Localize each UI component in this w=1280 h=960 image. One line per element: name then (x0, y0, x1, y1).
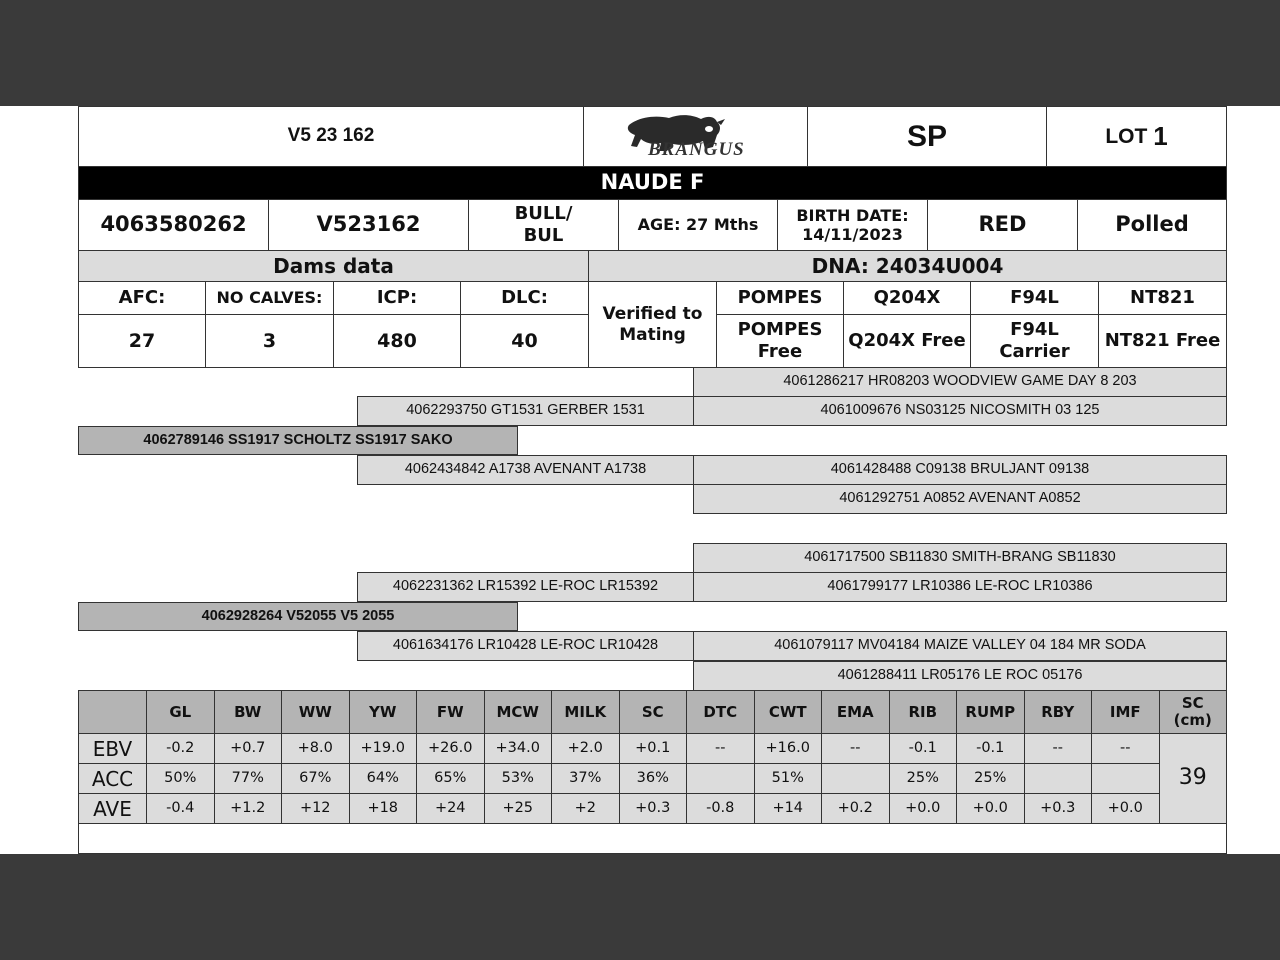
breeder-name: NAUDE F (78, 166, 1227, 200)
registration-no: 4063580262 (78, 199, 269, 251)
ebv-column-header: RBY (1024, 690, 1093, 734)
ebv-cell: +0.0 (1091, 793, 1160, 824)
pedigree-sire-dam: 4062434842 A1738 AVENANT A1738 (357, 455, 694, 485)
verified-to-mating: Verified to Mating (588, 281, 717, 368)
ebv-row-label: ACC (78, 763, 147, 794)
pedigree-ssd: 4061009676 NS03125 NICOSMITH 03 125 (693, 396, 1227, 426)
ebv-cell: -0.1 (889, 733, 958, 764)
pedigree-dsd: 4061799177 LR10386 LE-ROC LR10386 (693, 572, 1227, 602)
sc-cm-value: 39 (1159, 733, 1228, 824)
ebv-column-header: MCW (484, 690, 553, 734)
ebv-cell: -0.4 (146, 793, 215, 824)
lot-label: LOT (1105, 124, 1148, 148)
dna-title: DNA: 24034U004 (588, 250, 1227, 282)
ebv-cell: +12 (281, 793, 350, 824)
ebv-column-header: WW (281, 690, 350, 734)
ebv-column-header: SC (619, 690, 688, 734)
ebv-cell: +19.0 (349, 733, 418, 764)
pompes-value: POMPES Free (716, 314, 844, 368)
ebv-cell: +2.0 (551, 733, 620, 764)
icp-value: 480 (333, 314, 461, 368)
ebv-cell: 51% (754, 763, 823, 794)
nt821-value: NT821 Free (1098, 314, 1227, 368)
ebv-cell: +0.3 (619, 793, 688, 824)
ebv-cell (1091, 763, 1160, 794)
ebv-cell: +34.0 (484, 733, 553, 764)
footer-row (78, 823, 1227, 854)
ebv-cell: -0.1 (956, 733, 1025, 764)
ebv-header-corner (78, 690, 147, 734)
ebv-cell: -- (821, 733, 890, 764)
ebv-cell: +0.0 (889, 793, 958, 824)
ebv-cell: 53% (484, 763, 553, 794)
ebv-cell: 64% (349, 763, 418, 794)
ebv-cell: 25% (889, 763, 958, 794)
ebv-cell: +8.0 (281, 733, 350, 764)
dlc-value: 40 (460, 314, 589, 368)
dams-data-title: Dams data (78, 250, 589, 282)
pedigree-sire-sire: 4062293750 GT1531 GERBER 1531 (357, 396, 694, 426)
ebv-cell: +16.0 (754, 733, 823, 764)
pedigree-dds: 4061079117 MV04184 MAIZE VALLEY 04 184 MR SODA (693, 631, 1227, 661)
afc-header: AFC: (78, 281, 206, 315)
sc-cm-header: SC (cm) (1159, 690, 1228, 734)
lot-sheet (0, 106, 1280, 854)
lot-number: 1 (1153, 120, 1168, 151)
pompes-header: POMPES (716, 281, 844, 315)
ebv-column-header: EMA (821, 690, 890, 734)
ebv-row-label: AVE (78, 793, 147, 824)
ebv-cell: +0.7 (214, 733, 283, 764)
q204x-value: Q204X Free (843, 314, 971, 368)
icp-header: ICP: (333, 281, 461, 315)
pedigree-dam: 4062928264 V52055 V5 2055 (78, 602, 518, 631)
ebv-column-header: CWT (754, 690, 823, 734)
ebv-cell: +0.0 (956, 793, 1025, 824)
f94l-value: F94L Carrier (970, 314, 1099, 368)
afc-value: 27 (78, 314, 206, 368)
pedigree-sss: 4061286217 HR08203 WOODVIEW GAME DAY 8 203 (693, 367, 1227, 397)
q204x-header: Q204X (843, 281, 971, 315)
colour: RED (927, 199, 1078, 251)
ebv-column-header: GL (146, 690, 215, 734)
ebv-cell: +0.2 (821, 793, 890, 824)
birth-date: BIRTH DATE: 14/11/2023 (777, 199, 928, 251)
ebv-cell (821, 763, 890, 794)
ebv-cell: 37% (551, 763, 620, 794)
ebv-column-header: IMF (1091, 690, 1160, 734)
ebv-column-header: DTC (686, 690, 755, 734)
ebv-cell: 65% (416, 763, 485, 794)
ebv-column-header: MILK (551, 690, 620, 734)
brangus-logo-text: BRANGUS (648, 139, 745, 160)
ebv-cell: 25% (956, 763, 1025, 794)
ebv-cell: +25 (484, 793, 553, 824)
ebv-column-header: BW (214, 690, 283, 734)
ebv-column-header: RIB (889, 690, 958, 734)
no-calves-value: 3 (205, 314, 334, 368)
ebv-cell: 50% (146, 763, 215, 794)
pedigree-dss: 4061717500 SB11830 SMITH-BRANG SB11830 (693, 543, 1227, 573)
pedigree-dam-dam: 4061634176 LR10428 LE-ROC LR10428 (357, 631, 694, 661)
ebv-cell: +0.3 (1024, 793, 1093, 824)
brangus-logo (583, 106, 808, 167)
ebv-cell: -- (1024, 733, 1093, 764)
age: AGE: 27 Mths (618, 199, 778, 251)
ebv-row-label: EBV (78, 733, 147, 764)
ebv-cell: +26.0 (416, 733, 485, 764)
pedigree-sds: 4061428488 C09138 BRULJANT 09138 (693, 455, 1227, 485)
pedigree-dam-sire: 4062231362 LR15392 LE-ROC LR15392 (357, 572, 694, 602)
ebv-cell: -0.8 (686, 793, 755, 824)
ebv-cell: -0.2 (146, 733, 215, 764)
ebv-cell: +1.2 (214, 793, 283, 824)
ebv-cell: 77% (214, 763, 283, 794)
pedigree-sdd: 4061292751 A0852 AVENANT A0852 (693, 484, 1227, 514)
category: SP (807, 106, 1047, 167)
ebv-cell: +2 (551, 793, 620, 824)
dlc-header: DLC: (460, 281, 589, 315)
ebv-cell: +0.1 (619, 733, 688, 764)
pedigree-ddd: 4061288411 LR05176 LE ROC 05176 (693, 661, 1227, 691)
ebv-cell (1024, 763, 1093, 794)
ebv-cell: 36% (619, 763, 688, 794)
animal-id: V523162 (268, 199, 469, 251)
lot-cell (1046, 106, 1227, 167)
ebv-cell: -- (1091, 733, 1160, 764)
pedigree-sire: 4062789146 SS1917 SCHOLTZ SS1917 SAKO (78, 426, 518, 455)
ebv-column-header: FW (416, 690, 485, 734)
nt821-header: NT821 (1098, 281, 1227, 315)
sex: BULL/ BUL (468, 199, 619, 251)
f94l-header: F94L (970, 281, 1099, 315)
ebv-cell: -- (686, 733, 755, 764)
horn-status: Polled (1077, 199, 1227, 251)
ebv-column-header: RUMP (956, 690, 1025, 734)
ebv-cell: 67% (281, 763, 350, 794)
ebv-column-header: YW (349, 690, 418, 734)
ebv-cell: +14 (754, 793, 823, 824)
ebv-cell: +24 (416, 793, 485, 824)
ebv-cell (686, 763, 755, 794)
ebv-cell: +18 (349, 793, 418, 824)
animal-code: V5 23 162 (78, 106, 584, 167)
no-calves-header: NO CALVES: (205, 281, 334, 315)
